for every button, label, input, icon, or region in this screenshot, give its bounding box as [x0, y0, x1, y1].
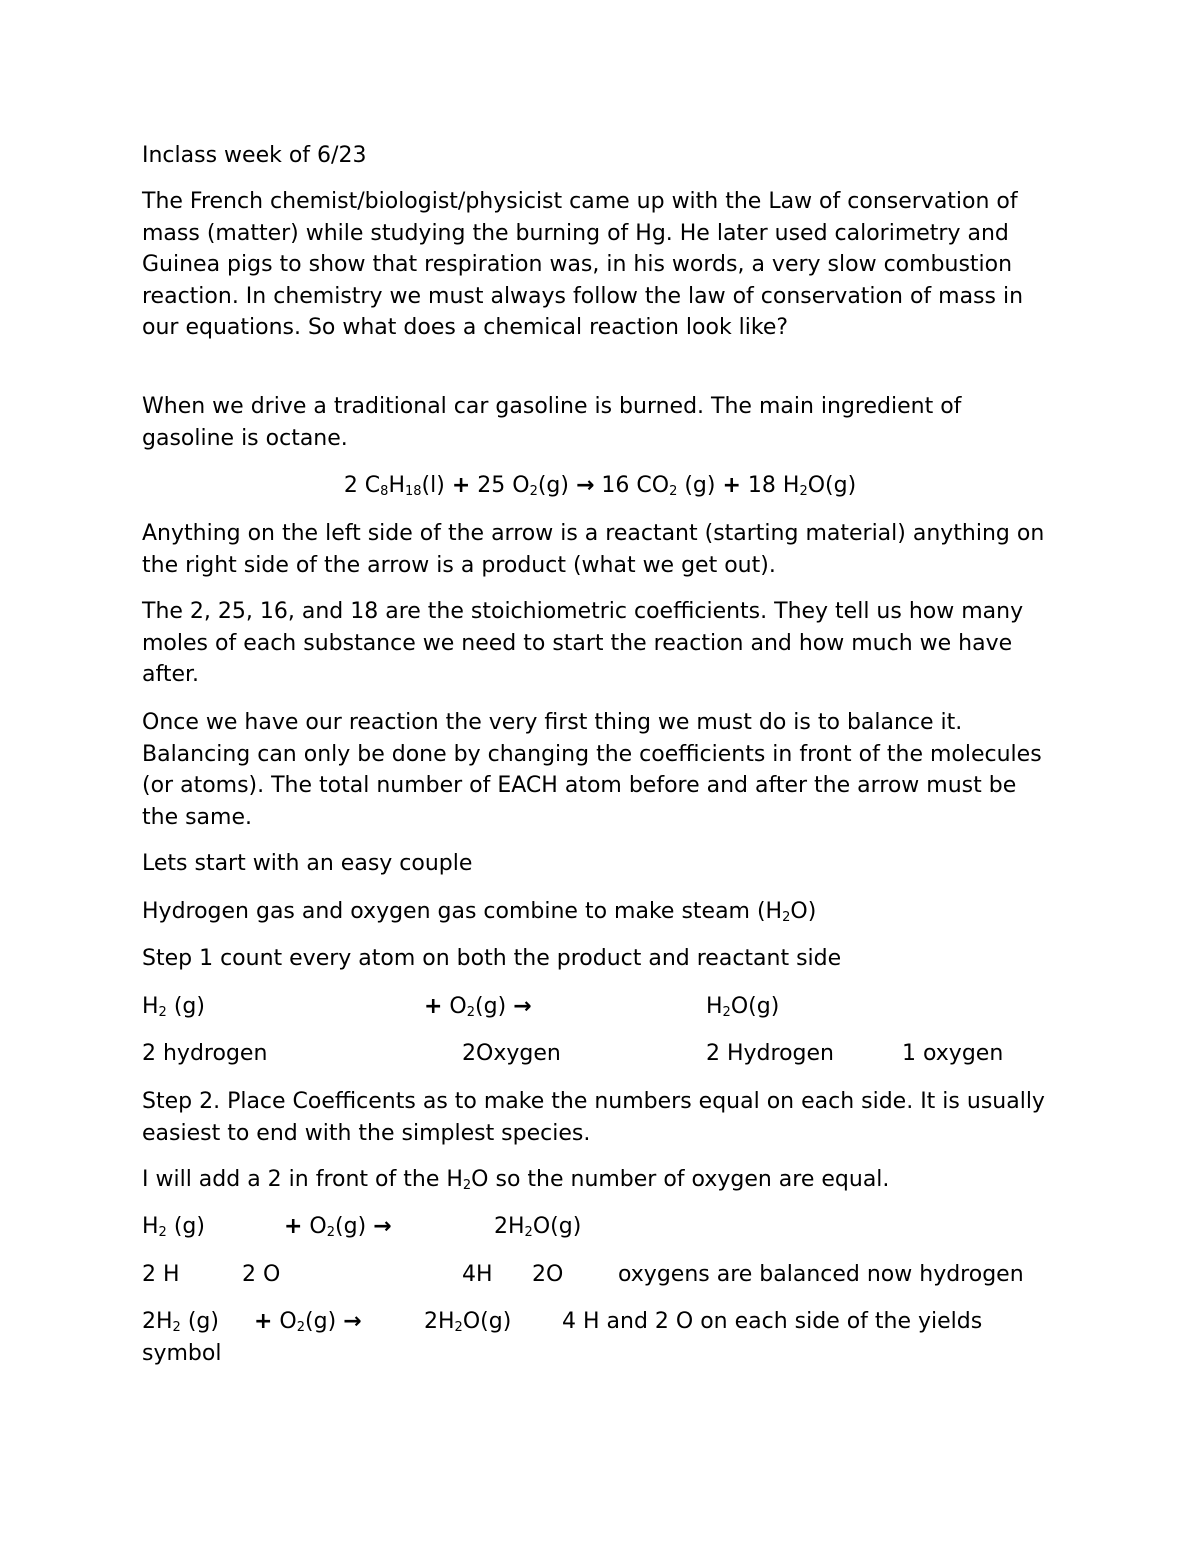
step2-note: oxygens are balanced now hydrogen	[618, 1262, 1024, 1287]
paragraph-easy-couple: Lets start with an easy couple	[142, 851, 473, 876]
arrow-symbol: →	[513, 994, 532, 1019]
final-product-h2o	[424, 1306, 511, 1338]
text-segment: Hydrogen gas and oxygen gas combine to make steam (H	[142, 899, 783, 924]
final-note: 4 H and 2 O on each side of the yields	[562, 1309, 983, 1334]
final-equation-row	[142, 1306, 1062, 1338]
octane-h: H	[388, 473, 405, 498]
octane-equation	[0, 470, 1200, 502]
arrow-symbol: →	[373, 1214, 392, 1239]
step2-count-o-right: 2O	[532, 1262, 564, 1287]
subscript-2: 2	[326, 1225, 336, 1240]
step1-count-hydrogen-right: 2 Hydrogen	[706, 1041, 834, 1066]
subscript-2: 2	[296, 1320, 306, 1335]
octane-coef-3: 16 CO	[594, 473, 670, 498]
text-segment: H	[706, 994, 723, 1019]
text-segment: (g)	[475, 994, 514, 1019]
subscript-18: 18	[405, 484, 422, 499]
octane-coef-1: 2 C	[343, 473, 381, 498]
final-reactant-o2	[254, 1306, 362, 1338]
octane-coef-4: 18 H	[740, 473, 800, 498]
text-segment: H	[142, 994, 159, 1019]
step2-count-h-left: 2 H	[142, 1262, 180, 1287]
subscript-2: 2	[454, 1320, 463, 1335]
subscript-2: 2	[158, 1225, 167, 1240]
octane-coef-2: 25 O	[470, 473, 530, 498]
subscript-2: 2	[524, 1225, 533, 1240]
step1-count-oxygen-left: 2Oxygen	[462, 1041, 561, 1066]
step1-reactant-o2	[424, 991, 532, 1023]
text-segment: O	[272, 1309, 297, 1334]
step1-equation-row	[142, 991, 1062, 1023]
subscript-2: 2	[462, 1178, 472, 1193]
subscript-2: 2	[172, 1320, 181, 1335]
plus-symbol: +	[451, 473, 471, 498]
paragraph-step-2: Step 2. Place Coefficents as to make the numbers equal on each side. It is usually easiest to end with the simplest species.	[142, 1089, 1045, 1146]
arrow-symbol: →	[575, 473, 595, 498]
text-segment: O)	[790, 899, 817, 924]
text-segment: O(g)	[730, 994, 780, 1019]
text-segment: 2H	[424, 1309, 455, 1334]
final-note-wrap-row	[142, 1338, 1062, 1370]
subscript-8: 8	[380, 484, 389, 499]
octane-state-1: (l)	[421, 473, 452, 498]
subscript-2: 2	[799, 484, 808, 499]
plus-symbol: +	[284, 1214, 303, 1239]
final-reactant-h2	[142, 1306, 219, 1338]
plus-symbol: +	[254, 1309, 273, 1334]
paragraph-coefficients: The 2, 25, 16, and 18 are the stoichiometric coefficients. They tell us how many moles of each substance we need to start the reaction and how much we have after.	[142, 599, 1024, 687]
subscript-2: 2	[158, 1005, 167, 1020]
text-segment: (g)	[180, 1309, 219, 1334]
text-segment: I will add a 2 in front of the H	[142, 1167, 463, 1192]
plus-symbol: +	[722, 473, 741, 498]
subscript-2: 2	[782, 910, 791, 925]
subscript-2: 2	[722, 1005, 731, 1020]
step2-count-o-left: 2 O	[242, 1262, 281, 1287]
text-segment: O(g)	[532, 1214, 582, 1239]
step2-reactant-h2	[142, 1211, 205, 1243]
subscript-2: 2	[529, 484, 538, 499]
text-segment: (g)	[305, 1309, 344, 1334]
arrow-symbol: →	[343, 1309, 362, 1334]
paragraph-gasoline: When we drive a traditional car gasoline is burned. The main ingredient of gasoline is octane.	[142, 394, 962, 451]
step2-count-row	[142, 1259, 1062, 1291]
octane-state-4: O(g)	[807, 473, 857, 498]
step2-equation-row	[142, 1211, 1062, 1243]
text-segment: (g)	[166, 1214, 205, 1239]
document-title: Inclass week of 6/23	[142, 143, 367, 168]
paragraph-hydrogen-oxygen	[142, 896, 1057, 928]
paragraph-step-1: Step 1 count every atom on both the product and reactant side	[142, 946, 842, 971]
final-note-wrap: symbol	[142, 1341, 222, 1366]
step2-reactant-o2	[284, 1211, 392, 1243]
step2-count-h-right: 4H	[462, 1262, 493, 1287]
text-segment: H	[142, 1214, 159, 1239]
text-segment: O(g)	[462, 1309, 512, 1334]
step1-reactant-h2	[142, 991, 205, 1023]
step1-count-oxygen-right: 1 oxygen	[902, 1041, 1004, 1066]
text-segment: 2H	[142, 1309, 173, 1334]
step2-product-h2o	[494, 1211, 581, 1243]
text-segment: O so the number of oxygen are equal.	[471, 1167, 890, 1192]
text-segment: (g)	[335, 1214, 374, 1239]
text-segment: (g)	[166, 994, 205, 1019]
paragraph-add-coefficient	[142, 1164, 1057, 1196]
paragraph-reactants-products: Anything on the left side of the arrow is a reactant (starting material) anything on the right side of the arrow is a product (what we get out).	[142, 521, 1045, 578]
subscript-2: 2	[669, 484, 678, 499]
text-segment: O	[442, 994, 467, 1019]
step1-product-h2o	[706, 991, 779, 1023]
text-segment: O	[302, 1214, 327, 1239]
octane-state-2: (g)	[537, 473, 576, 498]
text-segment: 2H	[494, 1214, 525, 1239]
step1-count-row	[142, 1038, 1062, 1070]
step1-count-hydrogen-left: 2 hydrogen	[142, 1041, 268, 1066]
octane-state-3: (g)	[677, 473, 723, 498]
subscript-2: 2	[466, 1005, 476, 1020]
paragraph-intro: The French chemist/biologist/physicist came up with the Law of conservation of mass (matter) while studying the burning of Hg. He later used calorimetry and Guinea pigs to show that respiration was, in his words, a very slow combustion reaction. In chemistry we must always follow the law of conservation of mass in our equations. So what does a chemical reaction look like?	[142, 189, 1024, 340]
paragraph-balancing: Once we have our reaction the very first thing we must do is to balance it. Balancing can only be done by changing the coefficients in front of the molecules (or atoms). The total number of EACH atom before and after the arrow must be the same.	[142, 710, 1042, 830]
plus-symbol: +	[424, 994, 443, 1019]
